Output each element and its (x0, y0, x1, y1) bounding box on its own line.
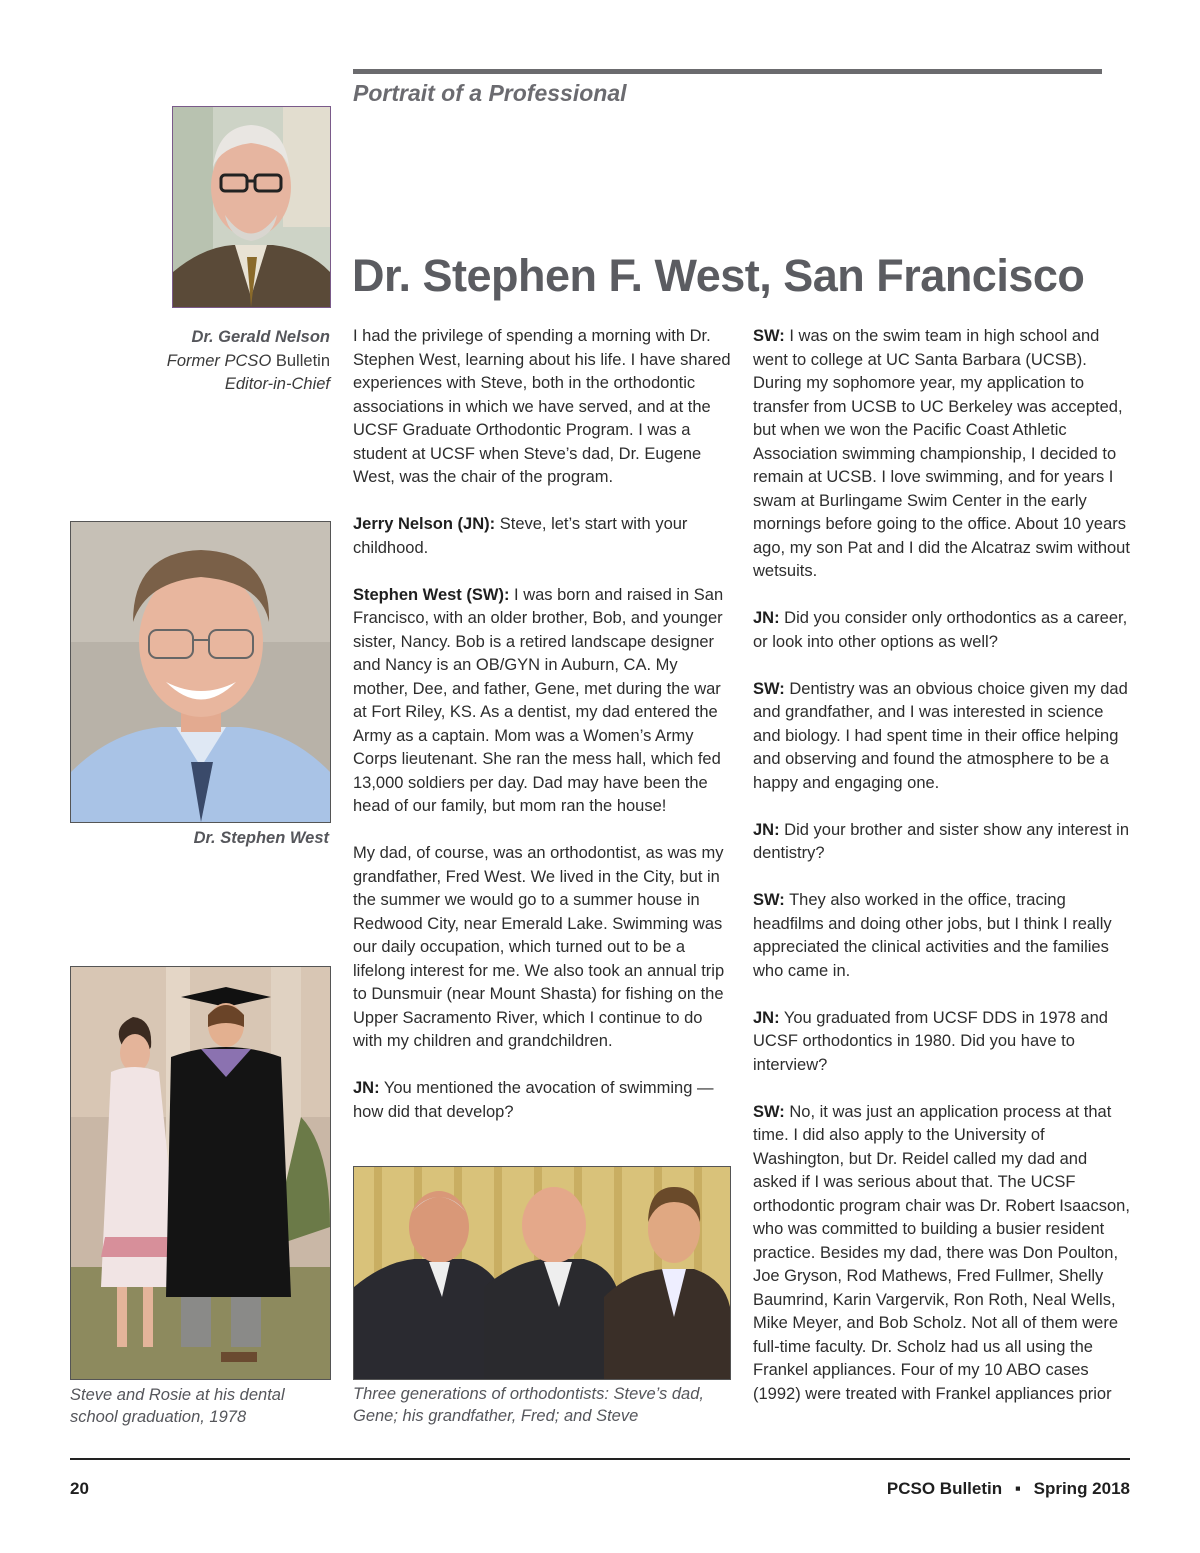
paragraph: Stephen West (SW): I was born and raised in San Francisco, with an older brother, Bob, and younger sister, Nancy. Bob is a retired landscape designer and Nancy is an OB/GYN in Auburn, CA. My mother, Dee, and father, Gene, met during the war at Fort Riley, KS. As a dentist, my dad entered the Army as a captain. Mom was a Women’s Army Corps lieutenant. She ran the mess hall, which fed 13,000 soldiers per day. Dad may have been the head of our family, but mom ran the house! (353, 585, 724, 815)
issue-date: Spring 2018 (1033, 1479, 1130, 1498)
author-byline (120, 326, 330, 397)
page-title: Dr. Stephen F. West, San Francisco (352, 250, 1085, 301)
author-name: Dr. Gerald Nelson (191, 328, 330, 346)
paragraph: JN: You graduated from UCSF DDS in 1978 and UCSF orthodontics in 1980. Did you have to interview? (753, 1008, 1108, 1074)
photo-gerald-nelson (172, 106, 331, 308)
paragraph: JN: You mentioned the avocation of swimming — how did that develop? (353, 1079, 714, 1121)
header-rule (353, 69, 1102, 74)
paragraph: JN: Did you consider only orthodontics as a career, or look into other options as well? (753, 609, 1128, 651)
paragraph: I had the privilege of spending a morning with Dr. Stephen West, learning about his life. I have shared experiences with Steve, both in the orthodontic associations in which we have served, and at the UCSF Graduate Orthodontic Program. I was a student at UCSF when Steve’s dad, Dr. Eugene West, was the chair of the program. (353, 327, 731, 486)
caption-stephen-west: Dr. Stephen West (193, 829, 329, 847)
publication-name: PCSO Bulletin (886, 1479, 1003, 1498)
footer-separator: ▪ (1014, 1479, 1021, 1498)
paragraph: SW: They also worked in the office, tracing headfilms and doing other jobs, but I think I really appreciated the clinical activities and the families who came in. (753, 891, 1112, 980)
photo-stephen-west (70, 521, 331, 823)
paragraph: Jerry Nelson (JN): Steve, let’s start with your childhood. (353, 515, 688, 557)
paragraph: My dad, of course, was an orthodontist, as was my grandfather, Fred West. We lived in the City, but in the summer we would go to a summer house in Redwood City, near Emerald Lake. Swimming was our daily occupation, which turned out to be a lifelong interest for me. We also took an annual trip to Dunsmuir (near Mount Shasta) for fishing on the Upper Sacramento River, which I continue to do with my children and grandchildren. (353, 844, 725, 1050)
photo-graduation (70, 966, 331, 1380)
paragraph: SW: Dentistry was an obvious choice given my dad and grandfather, and I was interested in science and biology. I had spent time in their office helping and observing and found the atmosphere to be a happy and engaging one. (753, 679, 1128, 792)
author-role: Former PCSO Bulletin (166, 351, 330, 370)
paragraph: SW: I was on the swim team in high school and went to college at UC Santa Barbara (UCSB). During my sophomore year, my application to transfer from UCSB to UC Berkeley was accepted, but when we won the Pacific Coast Athletic Association swimming championship, I decided to remain at UCSB. I love swimming, and for years I swam at Burlingame Swim Center in the early mornings before going to the office. About 10 years ago, my son Pat and I did the Alcatraz swim without wetsuits. (753, 327, 1130, 580)
section-title: Portrait of a Professional (353, 80, 627, 106)
footer-publication (887, 1479, 1130, 1499)
paragraph: SW: No, it was just an application process at that time. I did also apply to the University of Washington, but Dr. Reidel called my dad and asked if I was serious about that. The UCSF orthodontic program chair was Dr. Robert Isaacson, who was committed to building a busier resident practice. Besides my dad, there was Don Poulton, Joe Gryson, Rod Mathews, Fred Fullmer, Shelly Baumrind, Karin Vargervik, Ron Roth, Neal Wells, Mike Meyer, and Bob Scholz. Not all of them were full-time faculty. Dr. Scholz had us all using the Frankel appliances. Four of my 10 ABO cases (1992) were treated with Frankel appliances prior (753, 1102, 1130, 1403)
paragraph: JN: Did your brother and sister show any interest in dentistry? (753, 820, 1130, 862)
caption-graduation: Steve and Rosie at his dental school graduation, 1978 (70, 1386, 285, 1426)
footer-rule (70, 1458, 1130, 1460)
photo-three-generations (353, 1166, 731, 1380)
article-column-2 (753, 325, 1131, 1430)
page-number: 20 (70, 1479, 89, 1498)
article-column-1 (353, 325, 731, 1148)
caption-three-generations: Three generations of orthodontists: Steve’s dad, Gene; his grandfather, Fred; and Steve (353, 1385, 704, 1425)
author-title: Editor-in-Chief (224, 375, 330, 393)
